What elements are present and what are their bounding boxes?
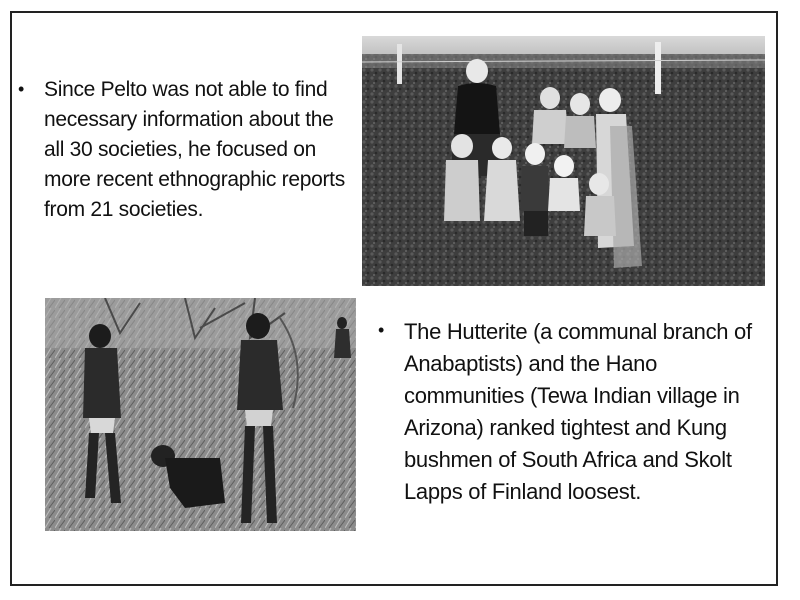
slide	[10, 11, 778, 586]
bullet-text: The Hutterite (a communal branch of Anabaptists) and the Hano communities (Tewa Indian village in Arizona) ranked tightest and Kung bushmen of South Africa and Skolt Lapps of Finland loosest.	[404, 319, 752, 504]
bullet-tightness-ranking	[378, 316, 758, 508]
bullet-marker: •	[378, 320, 385, 340]
bullet-marker: •	[18, 79, 25, 99]
hutterite-children-photo	[362, 36, 765, 286]
kung-bushmen-photo	[45, 298, 356, 531]
bullet-pelto-societies	[18, 75, 348, 225]
bullet-text: Since Pelto was not able to find necessary information about the all 30 societies, he focused on more recent ethnographic reports from 21 societies.	[44, 78, 345, 221]
